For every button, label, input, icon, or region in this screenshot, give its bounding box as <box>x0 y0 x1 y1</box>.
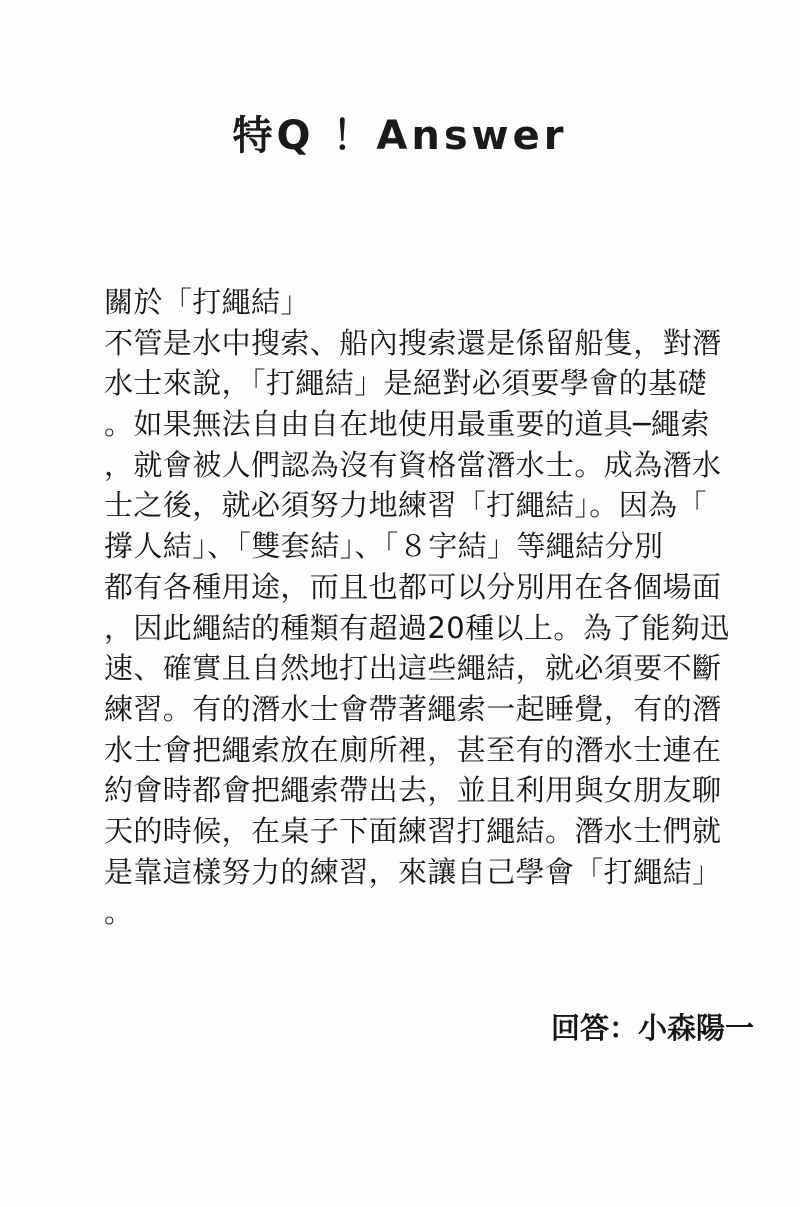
text-line: 。如果無法自由自在地使用最重要的道具─繩索 <box>104 407 710 442</box>
text-line: 關於「打繩結」 <box>104 285 310 319</box>
text-line: 水士會把繩索放在廁所裡，甚至有的潛水士連在 <box>104 732 722 767</box>
text-line: 士之後，就必須努力地練習「打繩結」。因為「 <box>104 488 707 523</box>
text-line: 撐人結」、「雙套結」、「８字結」等繩結分別 <box>104 529 664 564</box>
page-title: 特Q ！Answer <box>232 113 568 159</box>
text-line: 是靠這樣努力的練習，來讓自己學會「打繩結」 <box>104 854 722 889</box>
text-line: 。 <box>104 895 134 930</box>
text-line: 水士來說，「打繩結」是絕對必須要學會的基礎 <box>104 366 707 401</box>
answer-credit: 回答：小森陽一 <box>550 1011 754 1045</box>
text-line: ，因此繩結的種類有超過20種以上。為了能夠迅 <box>104 610 730 645</box>
text-line: 約會時都會把繩索帶出去，並且利用與女朋友聊 <box>104 773 722 808</box>
text-line: 都有各種用途，而且也都可以分別用在各個場面 <box>104 569 722 604</box>
text-line: 天的時候，在桌子下面練習打繩結。潛水士們就 <box>104 813 722 848</box>
body-text <box>104 282 744 933</box>
text-line: 速、確實且自然地打出這些繩結，就必須要不斷 <box>104 651 722 686</box>
text-line: ，就會被人們認為沒有資格當潛水士。成為潛水 <box>104 447 722 482</box>
text-line: 練習。有的潛水士會帶著繩索一起睡覺，有的潛 <box>104 691 722 726</box>
text-line: 不管是水中搜索、船內搜索還是係留船隻，對潛 <box>104 325 722 360</box>
